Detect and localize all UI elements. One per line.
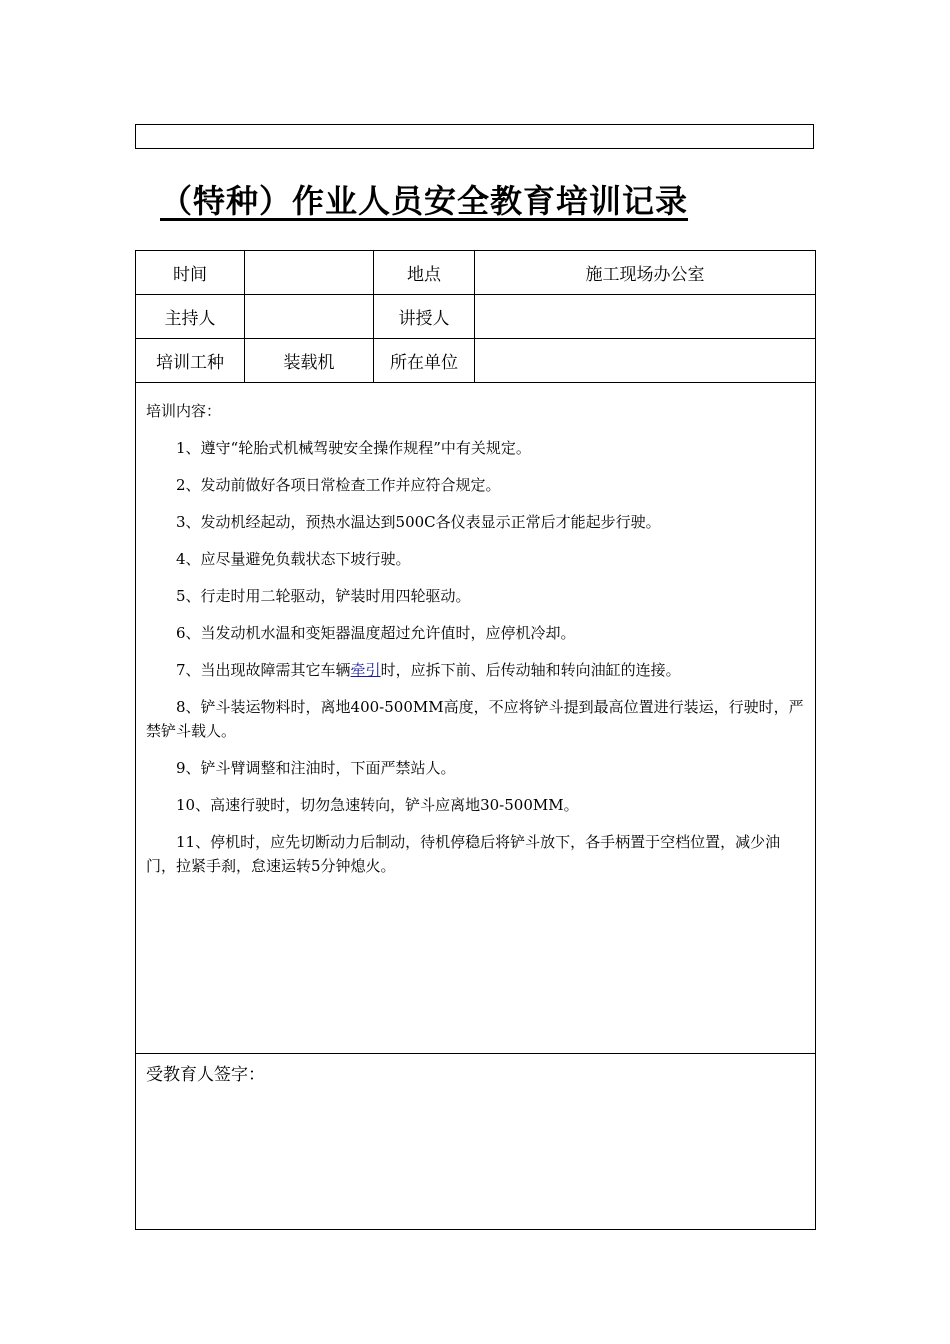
row-trade-unit <box>136 339 816 383</box>
value-time[interactable] <box>245 251 374 295</box>
label-location: 地点 <box>374 251 475 295</box>
value-unit[interactable] <box>475 339 816 383</box>
content-item: 6、当发动机水温和变矩器温度超过允许值时，应停机冷却。 <box>176 624 576 642</box>
content-item: 8、铲斗装运物料时，离地400-500MM高度，不应将铲斗提到最高位置进行装运，行驶时，严禁铲斗载人。 <box>146 698 804 740</box>
label-host: 主持人 <box>136 295 245 339</box>
row-training-content <box>136 383 816 1054</box>
label-lecturer: 讲授人 <box>374 295 475 339</box>
content-item: 9、铲斗臂调整和注油时，下面严禁站人。 <box>176 759 456 777</box>
row-signature <box>136 1054 816 1230</box>
value-lecturer[interactable] <box>475 295 816 339</box>
content-item: 11、停机时，应先切断动力后制动，待机停稳后将铲斗放下，各手柄置于空档位置，减少油门，拉紧手刹，怠速运转5分钟熄火。 <box>146 833 781 875</box>
value-location[interactable]: 施工现场办公室 <box>475 251 816 295</box>
top-empty-box <box>135 124 814 149</box>
content-item: 3、发动机经起动，预热水温达到500C各仪表显示正常后才能起步行驶。 <box>176 513 661 531</box>
training-content-cell <box>136 383 816 1054</box>
page-title: （特种）作业人员安全教育培训记录 <box>160 182 689 220</box>
row-host-lecturer <box>136 295 816 339</box>
content-item: 2、发动前做好各项日常检查工作并应符合规定。 <box>176 476 501 494</box>
training-content-label: 培训内容： <box>146 402 222 420</box>
content-item: 1、遵守“轮胎式机械驾驶安全操作规程”中有关规定。 <box>176 439 531 457</box>
row-time-location <box>136 251 816 295</box>
value-trade[interactable]: 装载机 <box>245 339 374 383</box>
value-host[interactable] <box>245 295 374 339</box>
item7-text-before: 7、当出现故障需其它车辆 <box>176 661 351 679</box>
towing-link[interactable]: 牵引 <box>350 661 381 679</box>
label-time: 时间 <box>136 251 245 295</box>
content-item: 5、行走时用二轮驱动，铲装时用四轮驱动。 <box>176 587 471 605</box>
content-item: 10、高速行驶时，切勿急速转向，铲斗应离地30-500MM。 <box>176 796 579 814</box>
label-trade: 培训工种 <box>136 339 245 383</box>
content-item-7 <box>146 658 805 682</box>
signature-cell[interactable] <box>136 1054 816 1230</box>
item7-text-after: 时，应拆下前、后传动轴和转向油缸的连接。 <box>380 661 681 679</box>
signature-label: 受教育人签字： <box>146 1065 265 1085</box>
label-unit: 所在单位 <box>374 339 475 383</box>
content-item: 4、应尽量避免负载状态下坡行驶。 <box>176 550 411 568</box>
training-record-table <box>135 250 816 1230</box>
